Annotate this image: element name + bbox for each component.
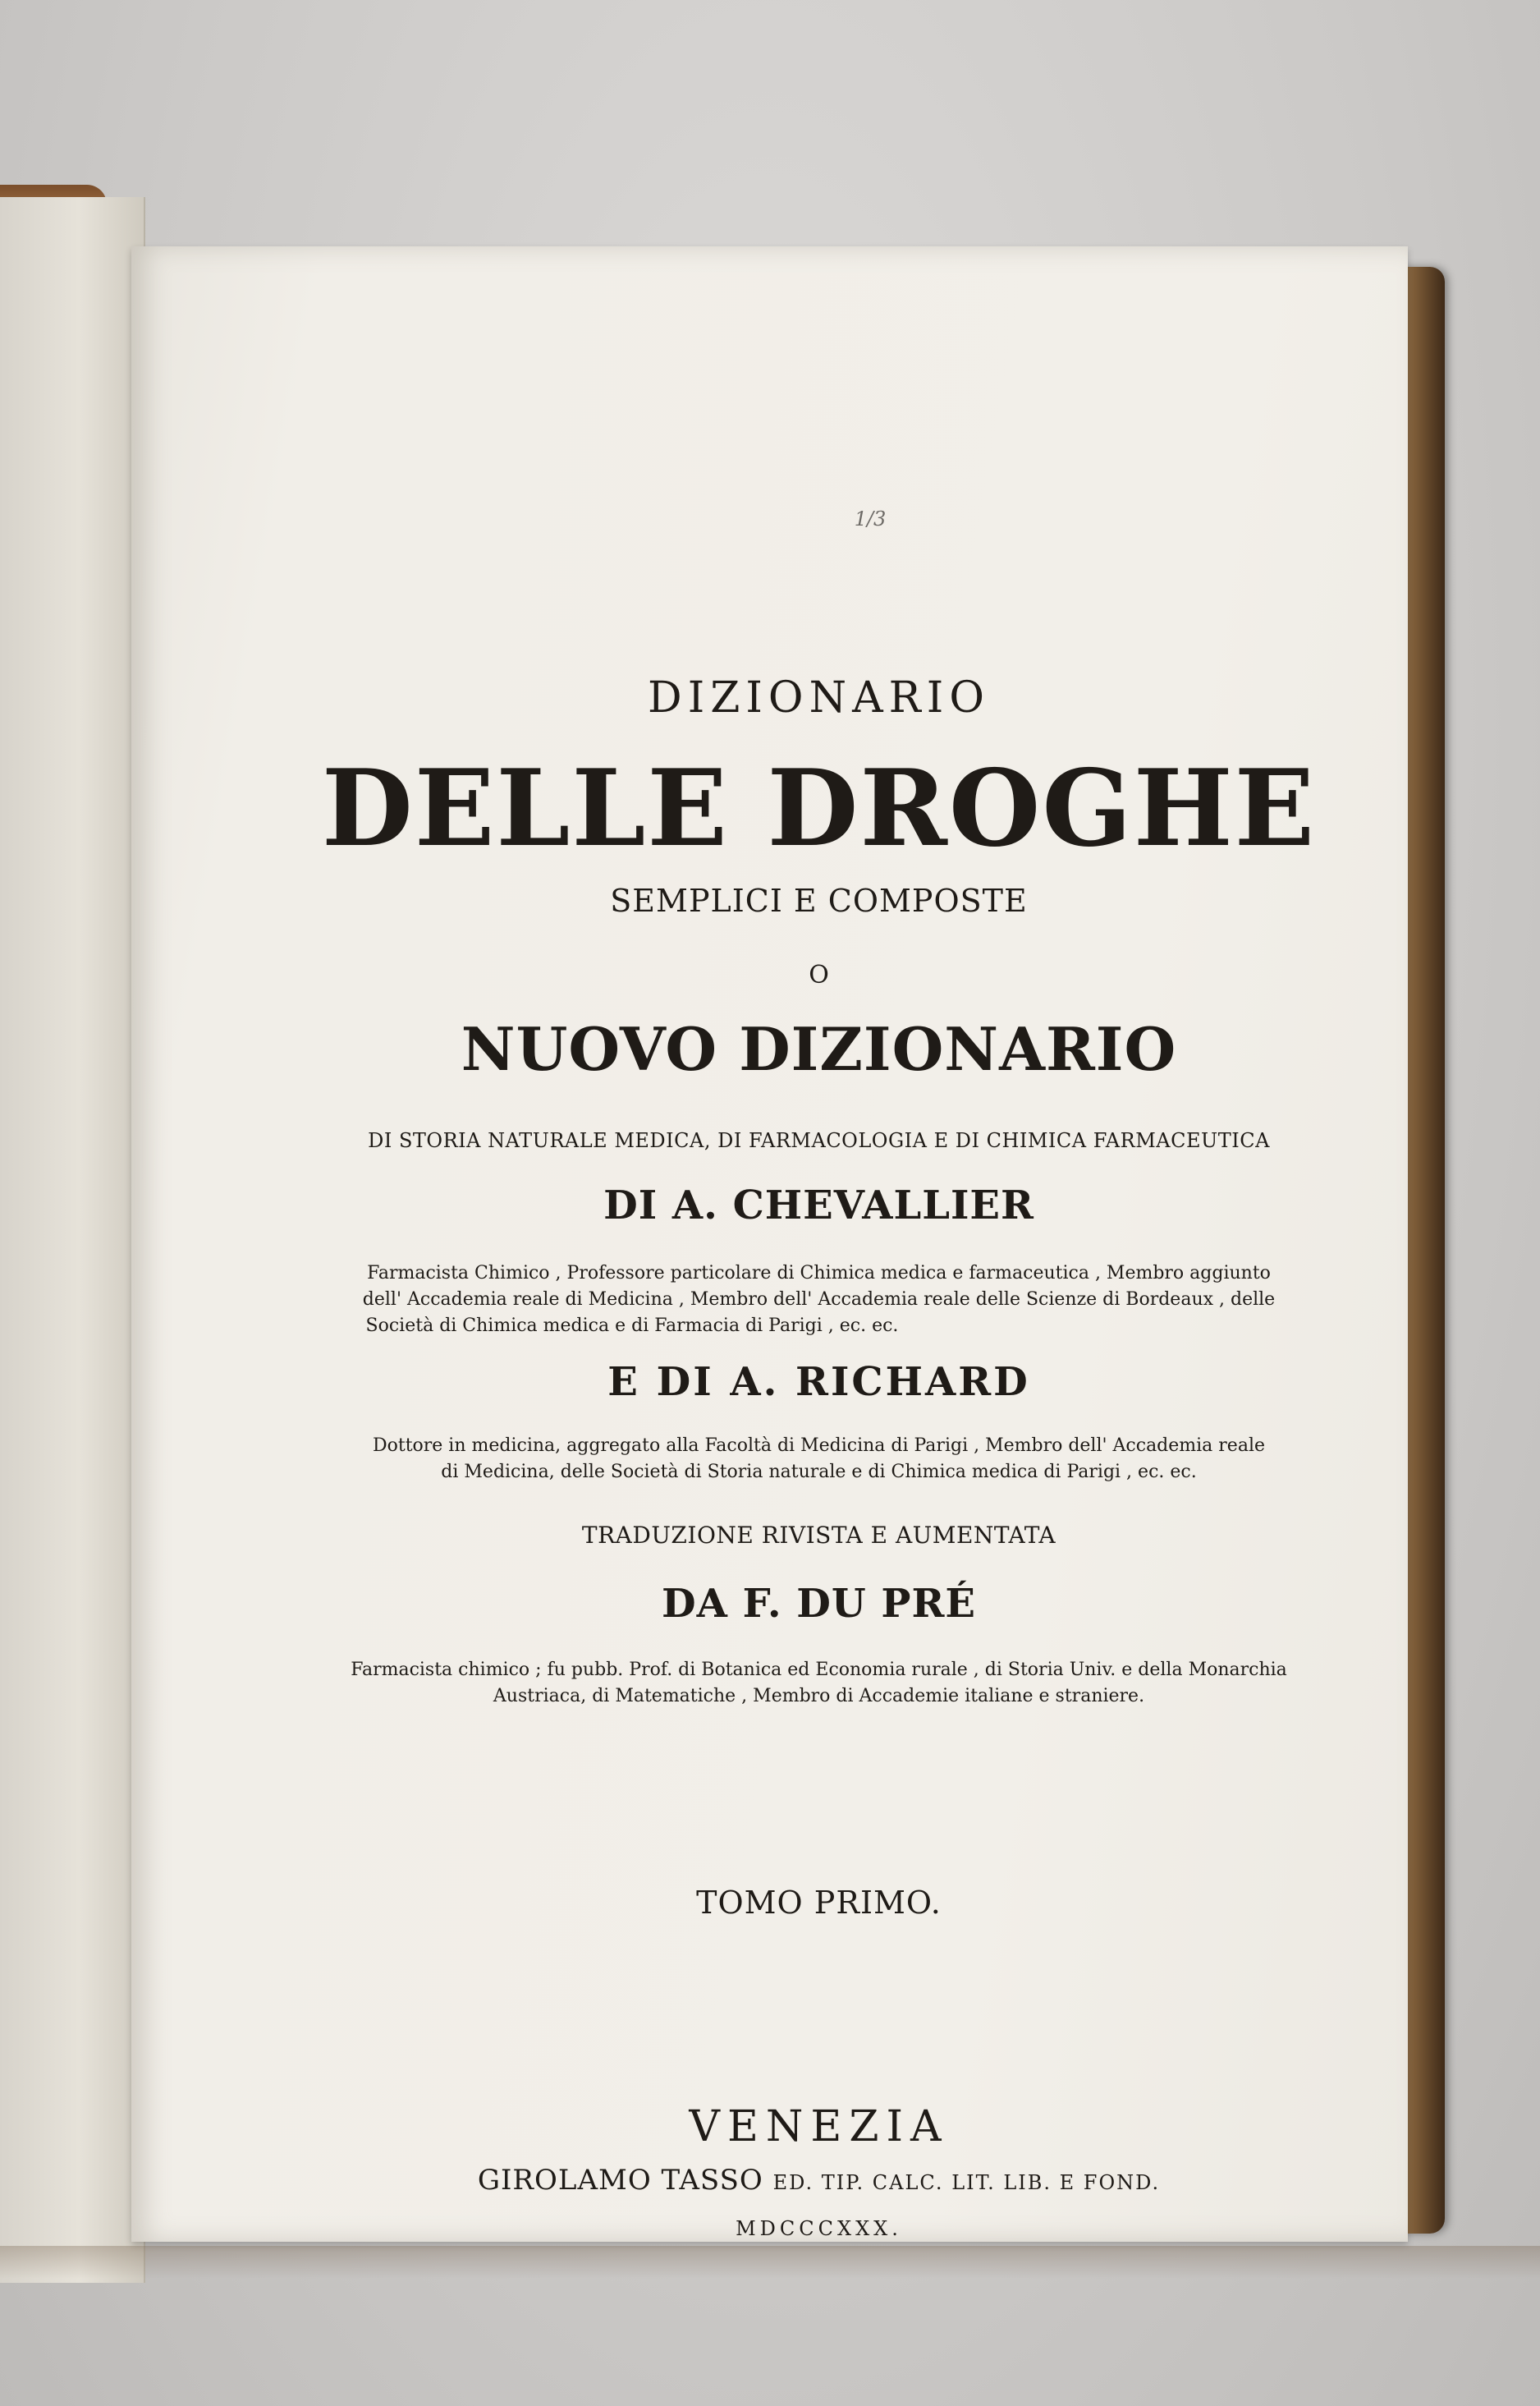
- page-bottom-shadow: [0, 2246, 1540, 2279]
- author-richard: E DI A. RICHARD: [607, 1359, 1030, 1405]
- publisher-name: GIROLAMO TASSO: [477, 2164, 763, 2197]
- alternate-title: NUOVO DIZIONARIO: [461, 1014, 1177, 1084]
- imprint-publisher: [263, 2164, 1375, 2197]
- title-page: [131, 246, 1408, 2242]
- title-line-dizionario: DIZIONARIO: [648, 673, 990, 723]
- volume-label: TOMO PRIMO.: [696, 1885, 942, 1921]
- author-chevallier-desc: dell' Accademia reale di Medicina , Membro dell' Accademia reale delle Scienze di Bordeaux , delle: [362, 1289, 1276, 1310]
- title-conjunction: O: [809, 961, 829, 989]
- translator-desc: Farmacista chimico ; fu pubb. Prof. di Botanica ed Economia rurale , di Storia Univ. e della Monarchia: [351, 1660, 1287, 1680]
- author-chevallier-desc: Farmacista Chimico , Professore particolare di Chimica medica e farmaceutica , Membro aggiunto: [367, 1263, 1271, 1283]
- imprint-city: VENEZIA: [689, 2102, 949, 2151]
- translation-note: TRADUZIONE RIVISTA E AUMENTATA: [581, 1522, 1056, 1549]
- pencil-mark: 1/3: [854, 507, 887, 530]
- author-richard-desc: di Medicina, delle Società di Storia naturale e di Chimica medica di Parigi , ec. ec.: [441, 1462, 1197, 1482]
- subtitle: SEMPLICI E COMPOSTE: [610, 883, 1028, 919]
- left-page-stack: [0, 197, 145, 2283]
- imprint-year: MDCCCXXX.: [736, 2217, 902, 2240]
- scope-line: DI STORIA NATURALE MEDICA, DI FARMACOLOGIA E DI CHIMICA FARMACEUTICA: [368, 1129, 1270, 1152]
- publisher-roles: ED. TIP. CALC. LIT. LIB. E FOND.: [772, 2171, 1161, 2194]
- translator-desc: Austriaca, di Matematiche , Membro di Accademie italiane e straniere.: [493, 1686, 1145, 1706]
- author-chevallier-desc: Società di Chimica medica e di Farmacia di Parigi , ec. ec.: [365, 1315, 899, 1336]
- main-title: DELLE DROGHE: [321, 747, 1317, 870]
- author-richard-desc: Dottore in medicina, aggregato alla Facoltà di Medicina di Parigi , Membro dell' Accademia reale: [372, 1435, 1266, 1456]
- author-chevallier: DI A. CHEVALLIER: [603, 1182, 1034, 1228]
- translator-dupre: DA F. DU PRÉ: [661, 1581, 976, 1627]
